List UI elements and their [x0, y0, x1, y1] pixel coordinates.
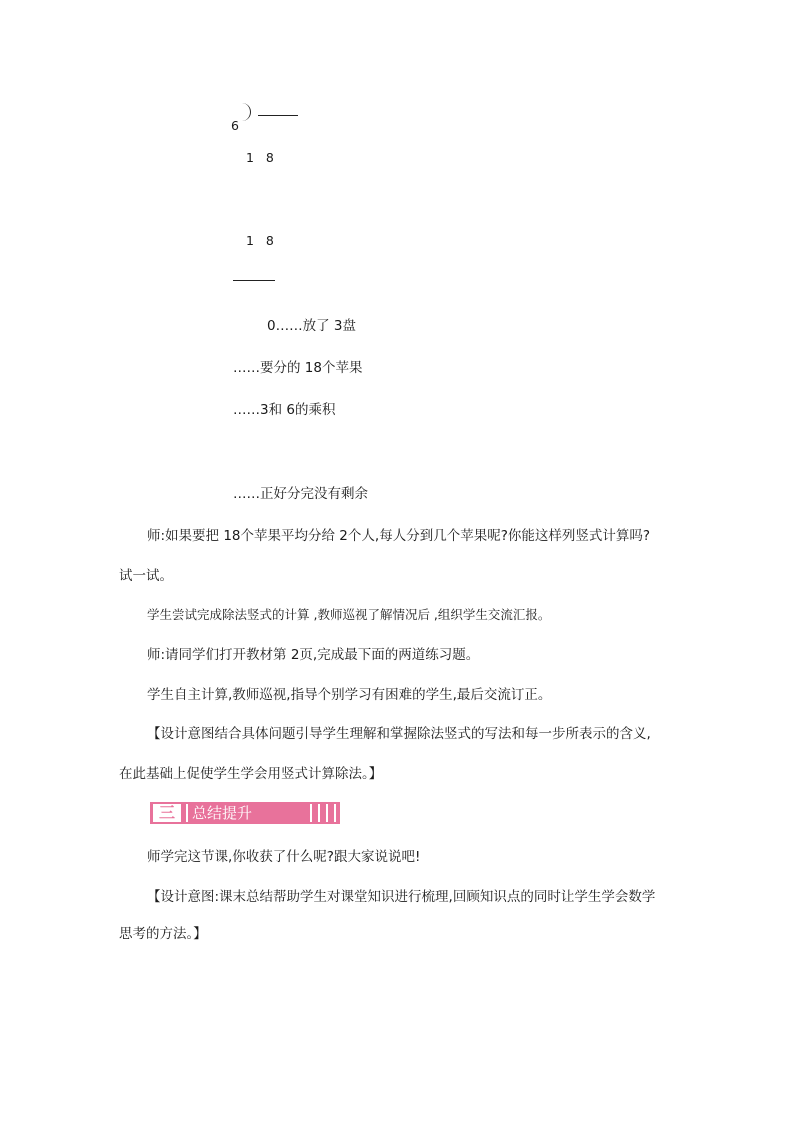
banner-stripe [310, 804, 312, 822]
divisor: 6 [231, 118, 239, 133]
section-number-icon: 三 [158, 803, 175, 822]
section-title: 总结提升 [192, 804, 253, 822]
banner-stripe [334, 804, 336, 822]
paragraph-question-line1: 师:如果要把 18个苹果平均分给 2个人,每人分到几个苹果呢?你能这样列竖式计算吗? [147, 528, 651, 544]
subtraction-line [233, 280, 275, 281]
product-value: 1 8 [246, 233, 274, 248]
design-intent-2-line1: 【设计意图:课末总结帮助学生对课堂知识进行梳理,回顾知识点的同时让学生学会数学 [147, 889, 656, 905]
paragraph-question-line2: 试一试。 [119, 568, 173, 584]
design-intent-1-line2: 在此基础上促使学生学会用竖式计算除法。】 [119, 766, 383, 782]
division-bar [258, 115, 298, 116]
section-number-box [153, 804, 181, 822]
design-intent-2-line2: 思考的方法。】 [119, 926, 207, 942]
paragraph-self-calc: 学生自主计算,教师巡视,指导个别学习有困难的学生,最后交流订正。 [147, 687, 552, 703]
banner-stripe [326, 804, 328, 822]
remainder-line: 0……放了 3盘 [267, 318, 356, 334]
section-banner [150, 802, 340, 824]
banner-stripe [318, 804, 320, 822]
note-apples: ……要分的 18个苹果 [233, 360, 363, 376]
paragraph-summary-question: 师学完这节课,你收获了什么呢?跟大家说说吧! [147, 849, 421, 865]
note-product: ……3和 6的乘积 [233, 402, 336, 418]
dividend: 1 8 [246, 150, 274, 165]
design-intent-1-line1: 【设计意图结合具体问题引导学生理解和掌握除法竖式的写法和每一步所表示的含义, [147, 726, 651, 742]
paragraph-open-textbook: 师:请同学们打开教材第 2页,完成最下面的两道练习题。 [147, 647, 480, 663]
banner-divider [186, 804, 188, 822]
paragraph-student-try: 学生尝试完成除法竖式的计算 ,教师巡视了解情况后 ,组织学生交流汇报。 [147, 607, 551, 622]
note-no-remainder: ……正好分完没有剩余 [233, 486, 368, 502]
division-bracket [242, 103, 251, 121]
